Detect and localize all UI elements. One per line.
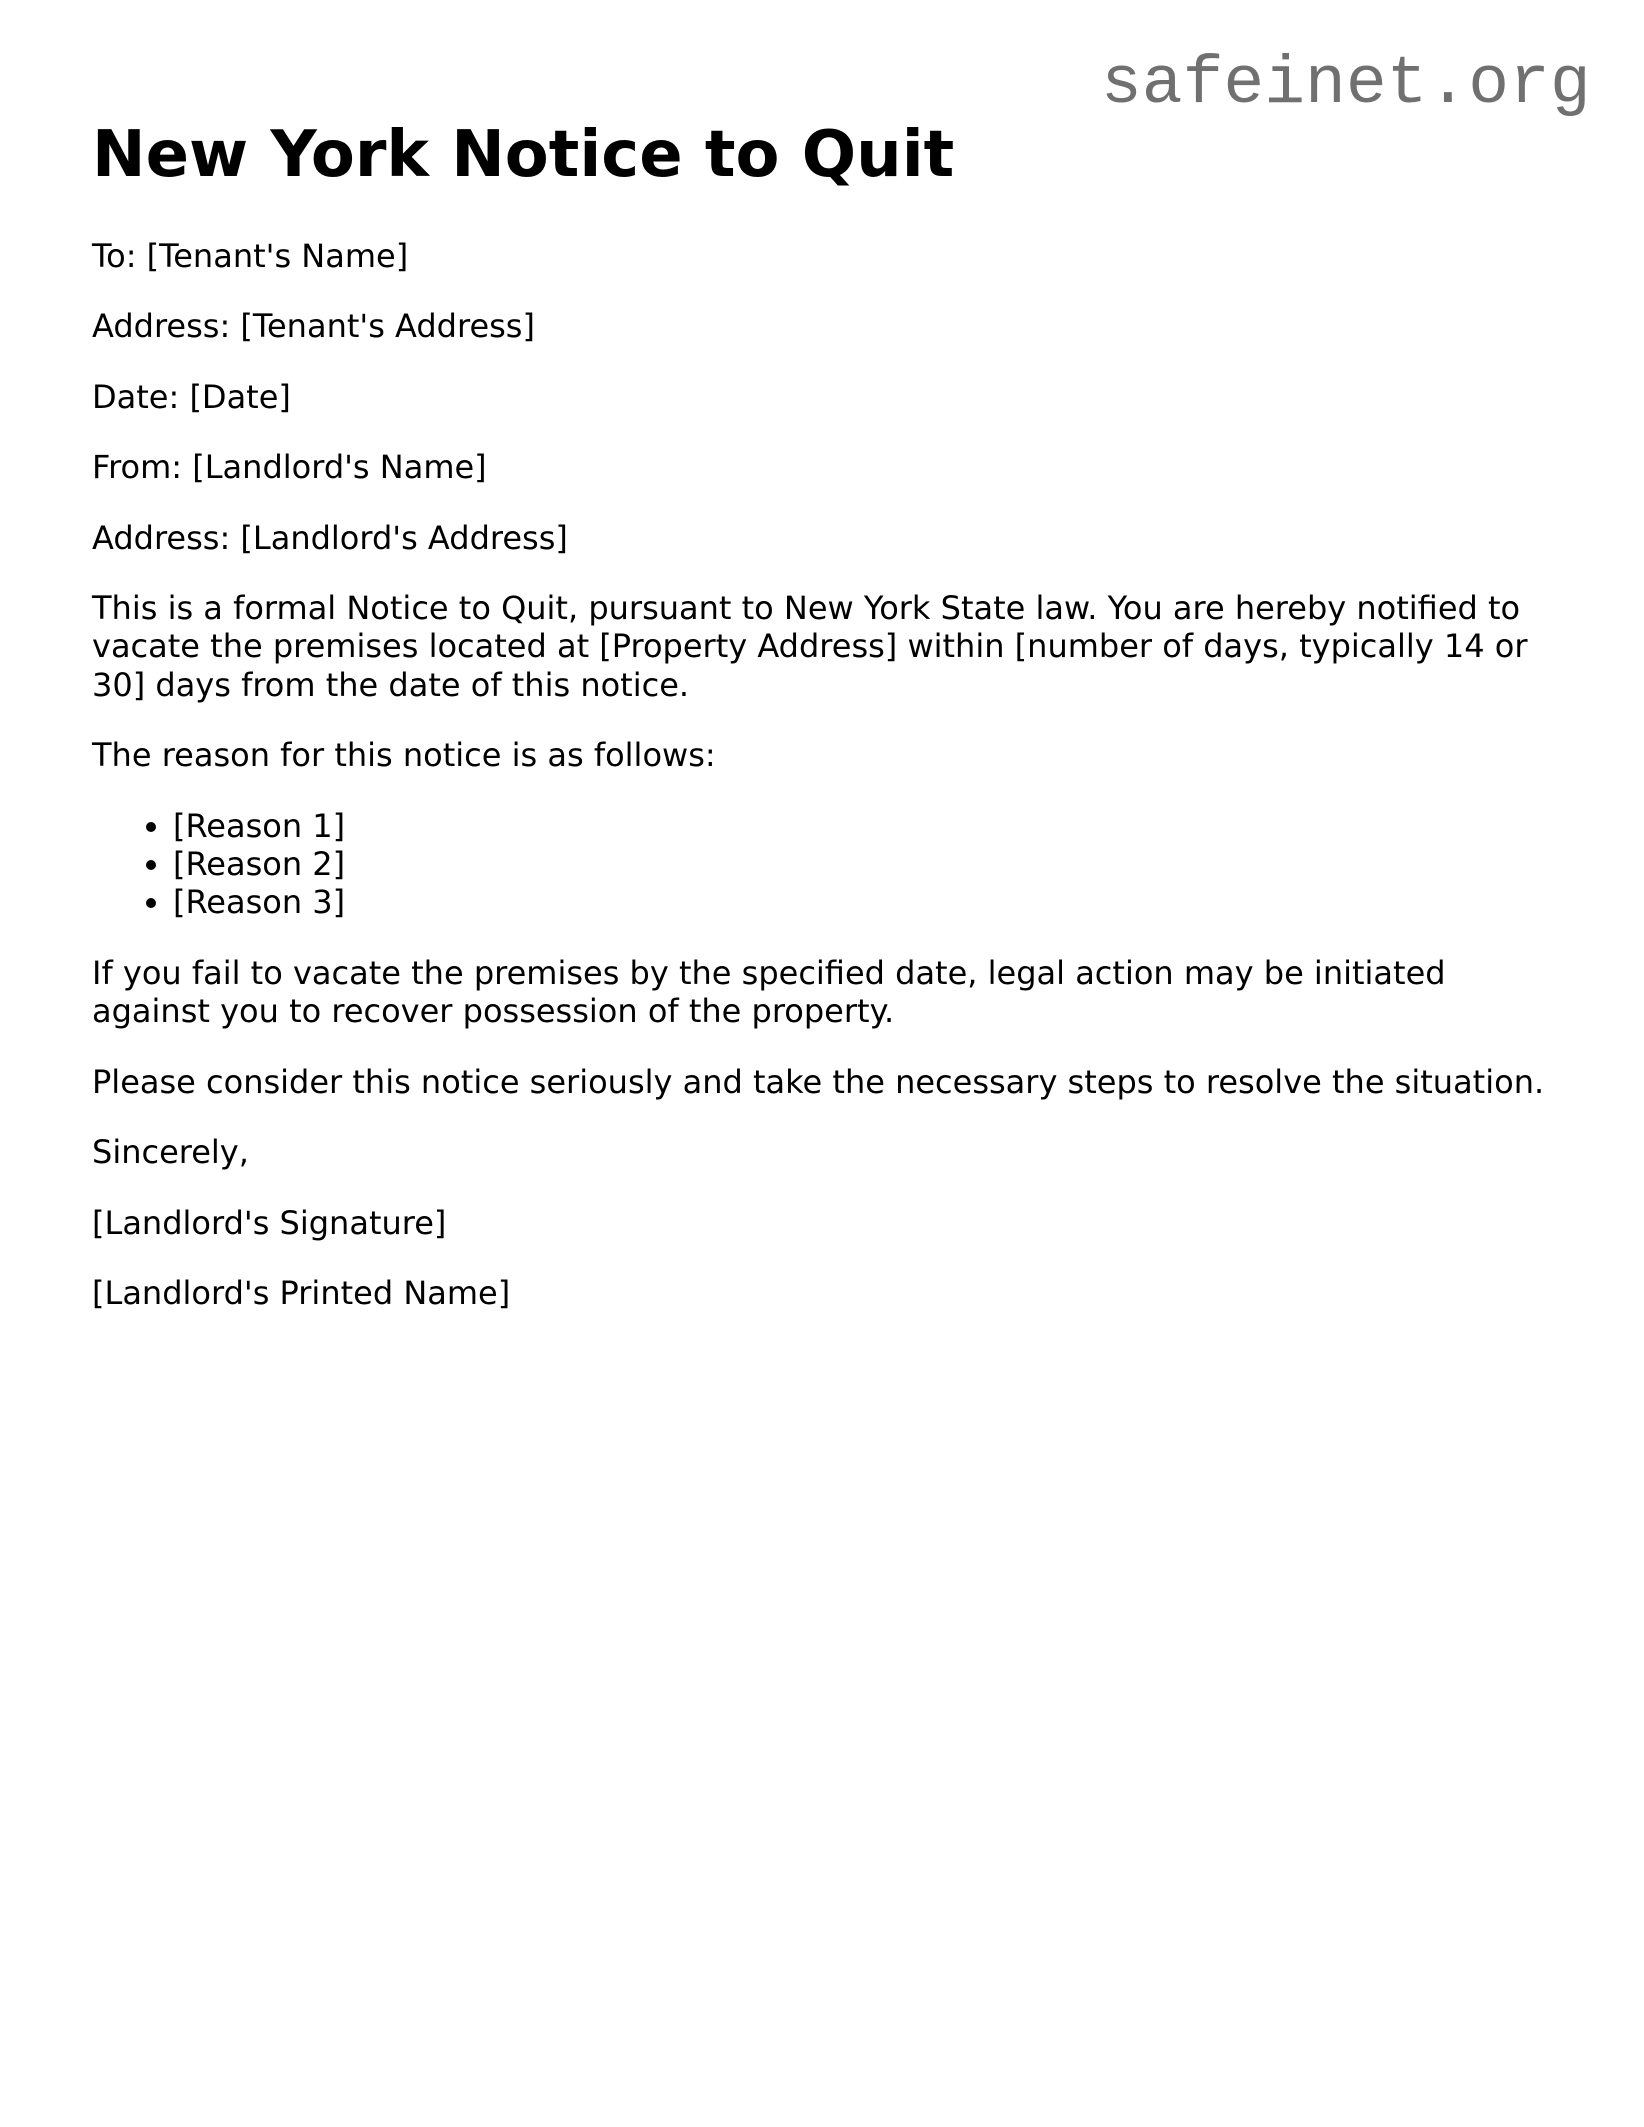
intro-paragraph: This is a formal Notice to Quit, pursuant to New York State law. You are hereby notified to vacate the premises located at [Property Address] within [number of days, typically 14 or 30] days from the date of this notice. bbox=[92, 589, 1528, 704]
landlord-address-field: Address: [Landlord's Address] bbox=[92, 518, 568, 557]
reason-item: • [Reason 2] bbox=[173, 845, 1554, 883]
reasons-list bbox=[92, 807, 1554, 922]
signature-line: [Landlord's Signature] bbox=[92, 1203, 447, 1242]
reason-intro: The reason for this notice is as follows: bbox=[92, 736, 716, 775]
reason-item: • [Reason 1] bbox=[173, 807, 1554, 845]
document-title: New York Notice to Quit bbox=[92, 118, 955, 192]
closing-paragraph: Please consider this notice seriously and take the necessary steps to resolve the situation. bbox=[92, 1062, 1545, 1101]
sign-off: Sincerely, bbox=[92, 1133, 249, 1172]
warning-paragraph: If you fail to vacate the premises by the specified date, legal action may be initiated against you to recover possession of the property. bbox=[92, 953, 1446, 1031]
date-field: Date: [Date] bbox=[92, 377, 291, 416]
from-field: From: [Landlord's Name] bbox=[92, 448, 487, 487]
to-field: To: [Tenant's Name] bbox=[92, 237, 409, 275]
printed-name-line: [Landlord's Printed Name] bbox=[92, 1273, 511, 1312]
watermark-text: safeinet.org bbox=[1101, 46, 1591, 123]
reason-item: • [Reason 3] bbox=[173, 883, 1554, 921]
tenant-address-field: Address: [Tenant's Address] bbox=[92, 307, 535, 346]
document-body bbox=[92, 237, 1554, 1344]
